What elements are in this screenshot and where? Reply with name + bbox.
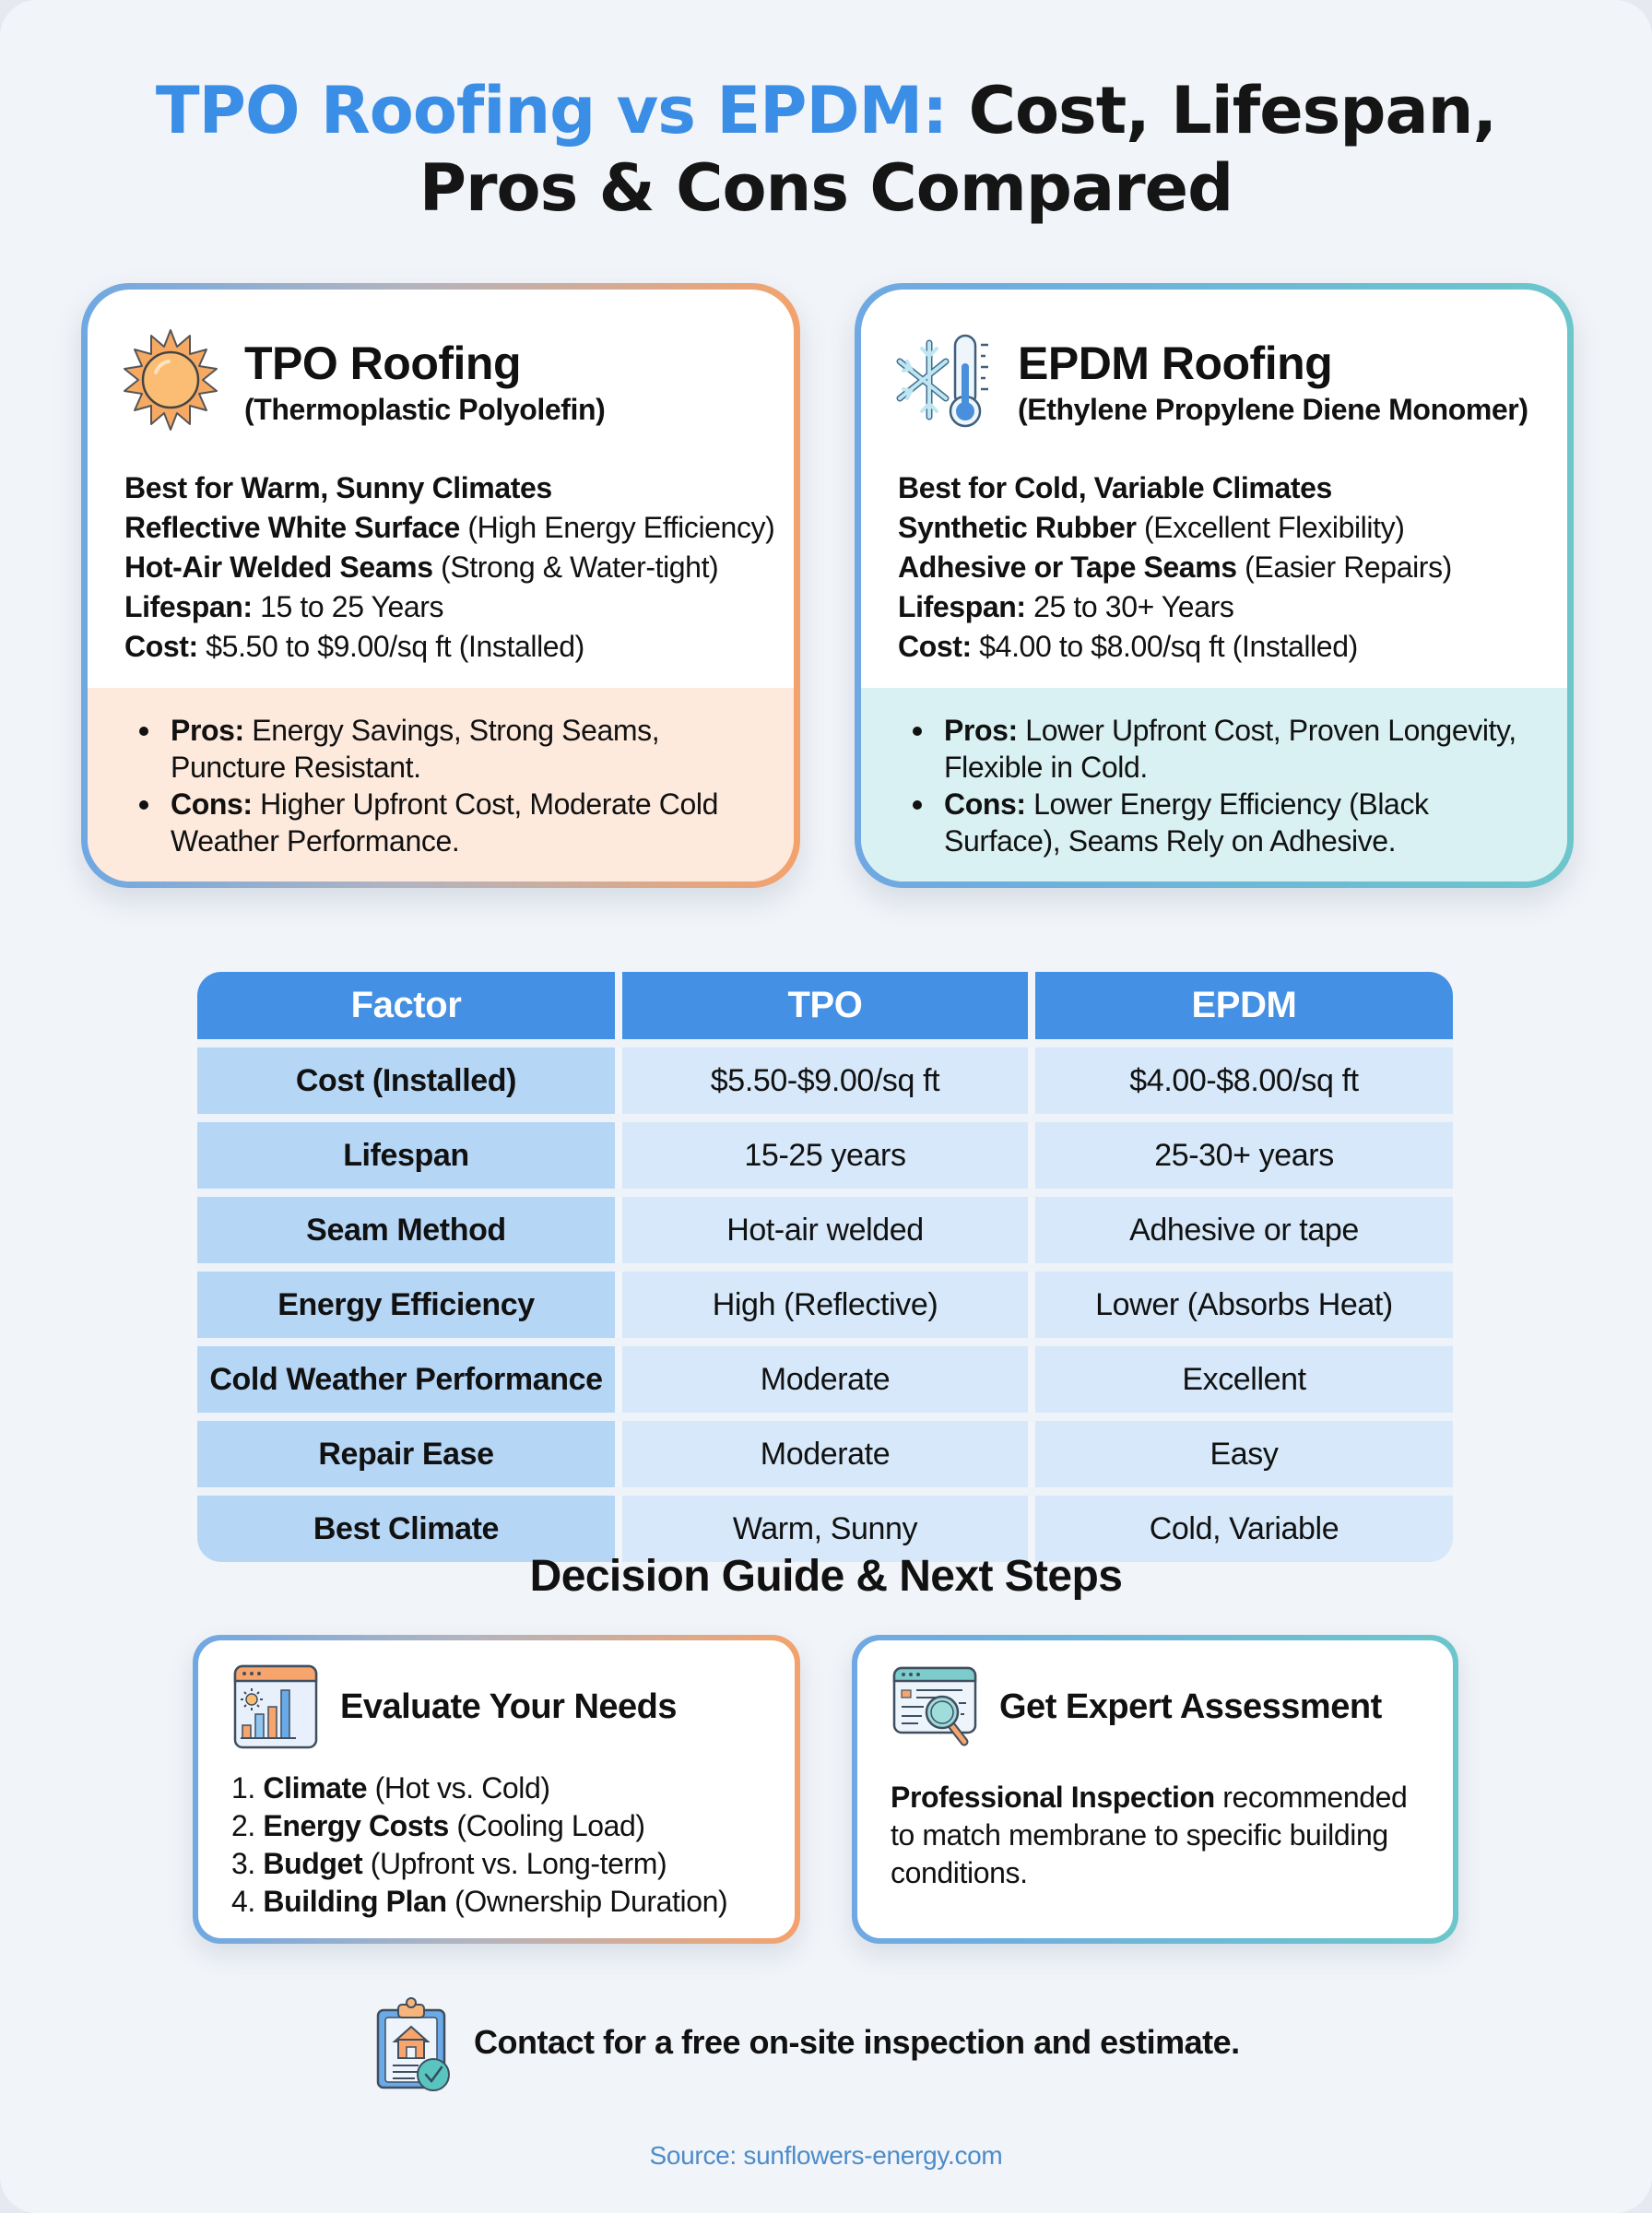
cons-item: Cons: Lower Energy Efficiency (Black Surface), Seams Rely on Adhesive. [907,786,1534,859]
evaluate-needs-card [193,1635,800,1944]
epdm-card-subtitle: (Ethylene Propylene Diene Monomer) [1018,393,1528,426]
table-row: Cost (Installed) $5.50-$9.00/sq ft $4.00-$8.00/sq ft [197,1047,1453,1114]
feature-line: Hot-Air Welded Seams (Strong & Water-tight) [124,550,719,584]
list-item: 1. Climate (Hot vs. Cold) [231,1771,550,1805]
tpo-card [81,283,800,888]
pros-item: Pros: Energy Savings, Strong Seams, Puncture Resistant. [134,712,724,786]
list-item: 4. Building Plan (Ownership Duration) [231,1885,728,1918]
comparison-table [197,972,1453,1562]
header-tpo: TPO [622,972,1028,1039]
chart-window-icon [231,1663,320,1751]
tpo-card-subtitle: (Thermoplastic Polyolefin) [244,393,606,426]
decision-guide-title: Decision Guide & Next Steps [529,1552,1123,1601]
cons-item: Cons: Higher Upfront Cost, Moderate Cold Weather Performance. [134,786,724,859]
source-credit: Source: sunflowers-energy.com [649,2141,1003,2170]
feature-line: Best for Warm, Sunny Climates [124,471,552,504]
epdm-features [898,468,1567,667]
evaluate-needs-list [231,1769,795,1921]
tpo-card-title: TPO Roofing [244,337,521,389]
epdm-pros-cons [861,688,1567,882]
title-accent: TPO Roofing vs EPDM: [155,73,948,148]
tpo-features [124,468,794,667]
table-row: Lifespan 15-25 years 25-30+ years [197,1122,1453,1189]
table-row: Seam Method Hot-air welded Adhesive or tape [197,1197,1453,1263]
epdm-card-title: EPDM Roofing [1018,337,1333,389]
table-row: Energy Efficiency High (Reflective) Lower (Absorbs Heat) [197,1272,1453,1338]
table-row: Cold Weather Performance Moderate Excellent [197,1346,1453,1413]
feature-line: Adhesive or Tape Seams (Easier Repairs) [898,550,1452,584]
feature-line: Lifespan: 25 to 30+ Years [898,590,1234,623]
feature-line: Synthetic Rubber (Excellent Flexibility) [898,511,1405,544]
contact-cta [374,1992,1240,2093]
header-epdm: EPDM [1035,972,1453,1039]
contact-text: Contact for a free on-site inspection and estimate. [474,2023,1240,2061]
expert-assessment-title: Get Expert Assessment [999,1686,1382,1726]
page-title [0,72,1652,227]
magnifier-document-icon [891,1663,979,1751]
clipboard-house-check-icon [374,1992,452,2093]
expert-assessment-card [852,1635,1458,1944]
feature-line: Reflective White Surface (High Energy Efficiency) [124,511,775,544]
table-row: Repair Ease Moderate Easy [197,1421,1453,1487]
list-item: 3. Budget (Upfront vs. Long-term) [231,1847,667,1880]
feature-line: Best for Cold, Variable Climates [898,471,1332,504]
table-header-row [197,972,1453,1039]
feature-line: Cost: $5.50 to $9.00/sq ft (Installed) [124,630,584,663]
list-item: 2. Energy Costs (Cooling Load) [231,1809,645,1842]
title-line2: Pros & Cons Compared [419,150,1233,226]
sun-icon [115,325,226,435]
table-row: Best Climate Warm, Sunny Cold, Variable [197,1496,1453,1562]
title-rest: Cost, Lifespan, [947,73,1497,148]
feature-line: Cost: $4.00 to $8.00/sq ft (Installed) [898,630,1358,663]
tpo-pros-cons [88,688,794,882]
feature-line: Lifespan: 15 to 25 Years [124,590,444,623]
snowflake-thermometer-icon [889,325,999,435]
pros-item: Pros: Lower Upfront Cost, Proven Longevity, Flexible in Cold. [907,712,1534,786]
evaluate-needs-title: Evaluate Your Needs [340,1686,678,1726]
epdm-card [855,283,1574,888]
header-factor: Factor [197,972,615,1039]
expert-assessment-text: Professional Inspection recommended to match membrane to specific building conditions. [891,1781,1408,1889]
